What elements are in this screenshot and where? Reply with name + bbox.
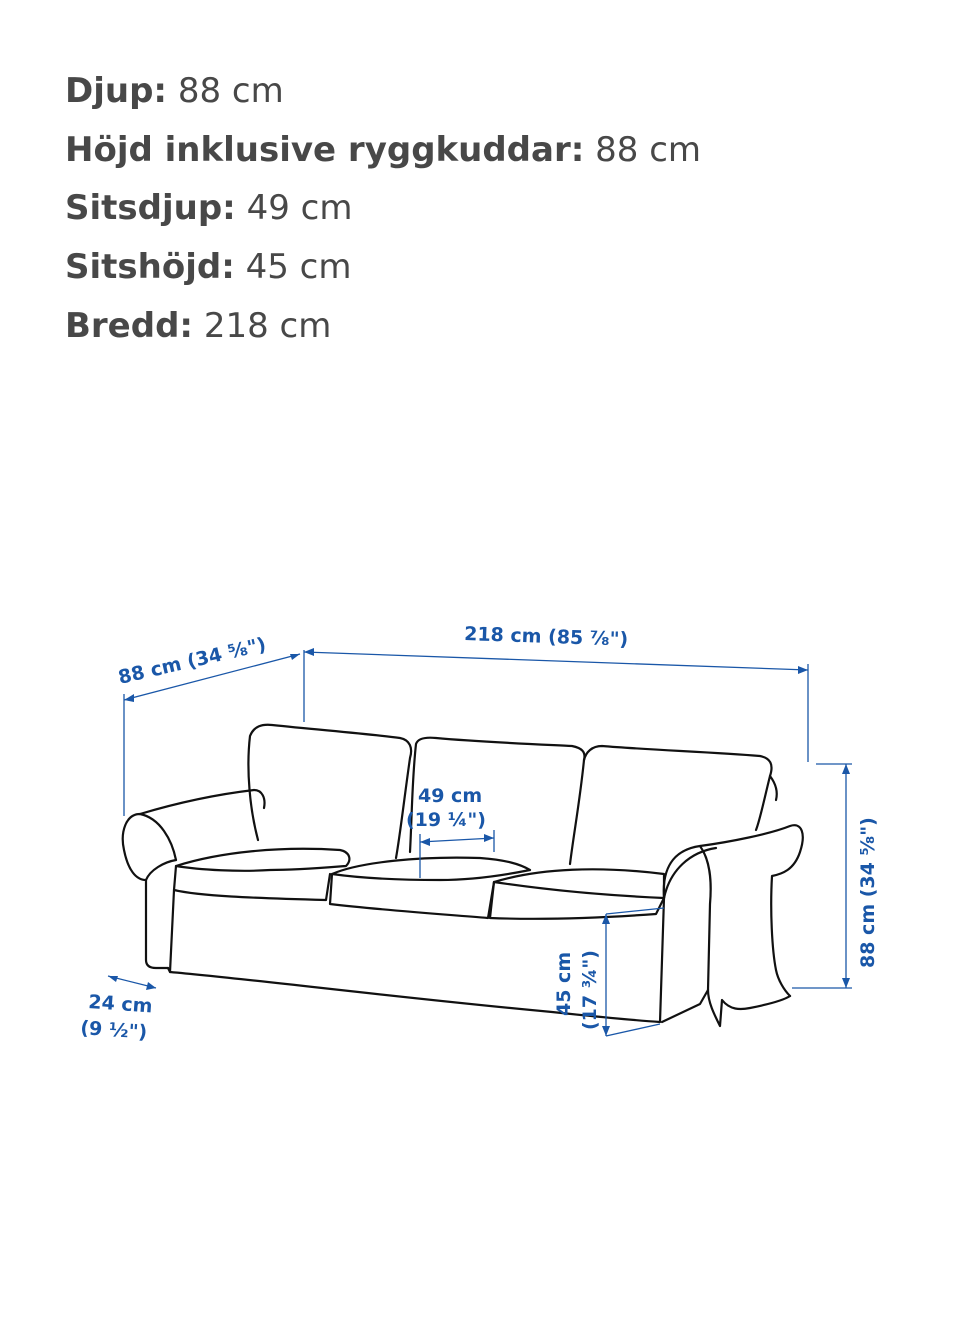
spec-list bbox=[65, 62, 701, 355]
spec-label: Djup: bbox=[65, 71, 168, 111]
back-cushion-left bbox=[248, 725, 411, 858]
right-arm-pleat bbox=[662, 990, 708, 1022]
left-arm-top bbox=[140, 790, 265, 814]
width-arrow-left bbox=[304, 648, 314, 656]
depth-label: 88 cm (34 ⁵⁄₈") bbox=[116, 633, 269, 689]
height-label: 88 cm (34 ⁵⁄₈") bbox=[857, 817, 879, 968]
spec-row-seat-depth bbox=[65, 179, 701, 238]
right-arm-roll bbox=[664, 848, 716, 898]
seat-height-extension-bottom bbox=[606, 1024, 660, 1036]
seat-height-arrow-top bbox=[602, 914, 610, 924]
seat-depth-arrow-right bbox=[484, 834, 494, 842]
back-cushion-right bbox=[584, 746, 772, 830]
spec-value: 88 cm bbox=[595, 129, 702, 170]
width-arrow-right bbox=[798, 666, 808, 674]
height-arrow-top bbox=[842, 764, 850, 774]
seat-depth-in-label: (19 ¼") bbox=[406, 809, 486, 831]
seat-cushion-left bbox=[176, 849, 349, 871]
width-label: 218 cm (85 ⁷⁄₈") bbox=[463, 623, 629, 651]
spec-label: Höjd inklusive ryggkuddar: bbox=[65, 129, 585, 170]
seat-height-in-label: (17 ¾") bbox=[579, 950, 601, 1030]
spec-label: Sitsdjup: bbox=[65, 188, 236, 229]
spec-value: 88 cm bbox=[177, 71, 284, 111]
leg-arrow-right bbox=[146, 982, 156, 990]
leg-in-label: (9 ½") bbox=[79, 1017, 148, 1044]
sofa-drawing bbox=[123, 725, 803, 1026]
seat-depth-cm-label: 49 cm bbox=[418, 785, 483, 807]
seat-cushion-right-front bbox=[490, 882, 664, 919]
left-arm-inner bbox=[146, 860, 176, 880]
spec-label: Sitshöjd: bbox=[65, 247, 235, 288]
spec-value: 45 cm bbox=[245, 247, 352, 288]
spec-row-width bbox=[65, 297, 701, 356]
seat-depth-arrow-left bbox=[420, 838, 430, 846]
seat-cushion-right bbox=[494, 869, 664, 898]
spec-value: 49 cm bbox=[246, 188, 353, 229]
sofa-dimension-diagram bbox=[0, 600, 960, 1080]
left-arm bbox=[123, 814, 176, 968]
spec-value: 218 cm bbox=[203, 305, 332, 346]
depth-arrow-left bbox=[124, 694, 134, 702]
spec-row-height bbox=[65, 121, 701, 180]
seat-cushion-middle bbox=[332, 858, 530, 880]
leg-cm-label: 24 cm bbox=[87, 991, 154, 1018]
spec-row-seat-height bbox=[65, 238, 701, 297]
depth-arrow-right bbox=[290, 654, 300, 660]
right-arm-front bbox=[700, 846, 790, 1026]
right-arm bbox=[664, 825, 803, 996]
spec-label: Bredd: bbox=[65, 305, 194, 346]
seat-depth-line bbox=[420, 838, 494, 842]
leg-arrow-left bbox=[108, 976, 118, 982]
seat-height-arrow-bottom bbox=[602, 1026, 610, 1036]
dimension-labels bbox=[80, 623, 879, 1044]
spec-row-depth bbox=[65, 62, 701, 121]
back-cushion-right-side bbox=[770, 776, 777, 800]
width-dimension-line bbox=[304, 652, 808, 670]
height-arrow-bottom bbox=[842, 978, 850, 988]
seat-height-cm-label: 45 cm bbox=[553, 951, 575, 1016]
